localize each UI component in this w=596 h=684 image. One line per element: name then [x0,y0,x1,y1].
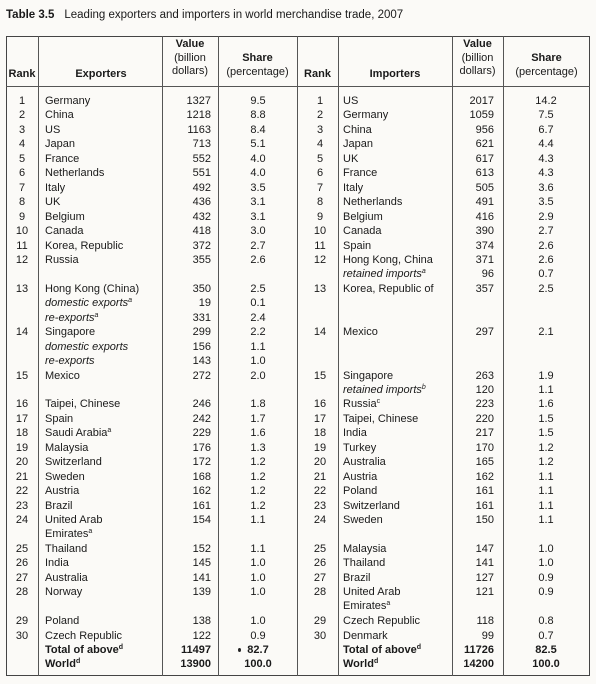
rank-cell: 5 [18,153,26,165]
country-cell: Australia [45,572,88,584]
country-cell: China [343,124,372,136]
rank-cell: 15 [15,370,29,382]
value-cell: 436 [192,196,211,208]
share-cell: 2.2 [250,326,266,338]
value-cell: 176 [192,442,211,454]
rank-cell: 1 [316,95,324,107]
share-cell: 0.9 [250,630,266,642]
rank-cell: 22 [313,485,327,497]
value-cell: 122 [192,630,211,642]
share-cell: 1.0 [250,355,266,367]
table-title [6,9,403,21]
value-cell: 246 [192,398,211,410]
share-cell: 1.3 [250,442,266,454]
rank-cell: 27 [313,572,327,584]
value-cell: 118 [476,615,494,627]
country-cell: Korea, Republic of [343,283,434,295]
share-cell: 1.1 [538,485,554,497]
country-cell: Sweden [343,514,383,526]
country-cell: World$^d$ [45,658,81,670]
rank-cell: 7 [18,182,26,194]
value-cell: 956 [475,124,494,136]
value-cell: 96 [481,268,494,280]
share-cell: 0.7 [538,630,554,642]
country-cell: Taipei, Chinese [343,413,419,425]
share-cell: 4.0 [250,153,266,165]
value-cell: 147 [475,543,494,555]
header-value: Value (billion dollars) [171,38,209,77]
country-cell: Belgium [45,211,85,223]
country-cell: re-exports$^a$ [45,312,99,324]
rank-cell: 11 [314,240,326,252]
share-cell: 0.7 [538,268,554,280]
header-rank: Rank [8,68,36,80]
share-cell: 5.1 [250,138,266,150]
country-cell: Germany [343,109,389,121]
share-cell: 1.1 [538,514,554,526]
header-share: Share (percentage) [515,52,578,78]
share-cell: 1.7 [250,413,266,425]
share-cell: 2.7 [538,225,554,237]
value-cell: 165 [475,456,494,468]
share-cell: 1.2 [250,500,266,512]
value-cell: 2017 [469,95,494,107]
value-cell: 145 [192,557,211,569]
share-cell: 14.2 [535,95,557,107]
value-cell: 492 [192,182,211,194]
share-cell: 2.6 [538,240,554,252]
rank-cell: 24 [313,514,327,526]
share-cell: 0.8 [538,615,554,627]
value-cell: 713 [192,138,211,150]
rank-cell: 14 [313,326,327,338]
value-cell: 11497 [181,644,211,656]
value-cell: 139 [192,586,211,598]
value-cell: 263 [475,370,494,382]
rank-cell: 25 [313,543,327,555]
country-cell: Sweden [45,471,85,483]
value-cell: 11726 [464,644,494,656]
country-cell: China [45,109,74,121]
share-cell: 1.1 [538,500,554,512]
country-cell: Emirates$^a$ [343,600,391,612]
share-cell: 1.1 [250,341,266,353]
country-cell: Saudi Arabia$^a$ [45,427,112,439]
value-cell: 127 [475,572,494,584]
share-cell: 82.5 [535,644,557,656]
share-cell: 1.1 [250,543,266,555]
value-cell: 99 [481,630,494,642]
value-cell: 168 [192,471,211,483]
table-number: Table 3.5 [6,9,55,21]
value-cell: 13900 [180,658,211,670]
value-cell: 331 [192,312,211,324]
country-cell: Russia$^c$ [343,398,381,410]
share-cell: 8.8 [250,109,266,121]
country-cell: Spain [343,240,372,252]
rank-cell: 4 [316,138,324,150]
country-cell: France [343,167,378,179]
share-cell: 2.4 [250,312,266,324]
country-cell: Norway [45,586,83,598]
value-cell: 120 [475,384,494,396]
header-share: Share (percentage) [226,52,289,78]
rank-cell: 23 [15,500,29,512]
share-cell: 1.2 [250,485,266,497]
value-cell: 299 [192,326,211,338]
value-cell: 390 [475,225,494,237]
value-cell: 1327 [186,95,211,107]
rank-cell: 10 [313,225,327,237]
value-cell: 161 [475,485,494,497]
rank-cell: 12 [15,254,29,266]
rank-cell: 27 [15,572,29,584]
country-cell: Switzerland [45,456,102,468]
country-cell: Netherlands [343,196,403,208]
col-divider [503,36,504,676]
country-cell: Korea, Republic [45,240,124,252]
country-cell: Australia [343,456,386,468]
rank-cell: 17 [313,413,327,425]
share-cell: 6.7 [538,124,554,136]
rank-cell: 18 [313,427,327,439]
country-cell: World$^d$ [343,658,379,670]
share-cell: 3.5 [538,196,554,208]
country-cell: Hong Kong (China) [45,283,140,295]
ink-dot [238,648,241,652]
value-cell: 152 [192,543,211,555]
share-cell: 4.0 [250,167,266,179]
share-cell: 100.0 [532,658,560,670]
share-cell: 0.1 [250,297,266,309]
rank-cell: 16 [313,398,327,410]
share-cell: 1.0 [250,572,266,584]
value-cell: 621 [475,138,494,150]
value-cell: 1059 [469,109,494,121]
value-cell: 350 [192,283,211,295]
value-cell: 162 [192,485,211,497]
rank-cell: 3 [18,124,26,136]
share-cell: 4.4 [538,138,554,150]
value-cell: 14200 [463,658,494,670]
value-cell: 418 [192,225,211,237]
share-cell: 3.0 [250,225,266,237]
country-cell: Italy [343,182,364,194]
rank-cell: 28 [15,586,29,598]
country-cell: domestic exports [45,341,129,353]
value-cell: 141 [475,557,494,569]
country-cell: Hong Kong, China [343,254,433,266]
share-cell: 2.6 [250,254,266,266]
header-rank: Rank [304,68,331,80]
share-cell: 2.5 [250,283,266,295]
country-cell: India [343,427,367,439]
header-importers: Importers [369,68,421,80]
country-cell: Switzerland [343,500,400,512]
rank-cell: 2 [18,109,26,121]
share-cell: 3.1 [250,211,266,223]
value-cell: 150 [475,514,494,526]
country-cell: Germany [45,95,91,107]
share-cell: 4.3 [538,153,554,165]
country-cell: UK [343,153,359,165]
share-cell: 0.9 [538,586,554,598]
rank-cell: 20 [15,456,29,468]
value-cell: 161 [475,500,494,512]
share-cell: 3.1 [250,196,266,208]
value-cell: 371 [475,254,494,266]
share-cell: 2.7 [250,240,266,252]
share-cell: 2.9 [538,211,554,223]
country-cell: UK [45,196,61,208]
rank-cell: 17 [15,413,29,425]
share-cell: 1.0 [538,557,554,569]
rank-cell: 26 [313,557,327,569]
value-cell: 1163 [187,124,211,136]
country-cell: Netherlands [45,167,105,179]
country-cell: Austria [343,471,378,483]
rank-cell: 24 [15,514,29,526]
value-cell: 220 [475,413,494,425]
country-cell: Japan [343,138,373,150]
country-cell: re-exports [45,355,95,367]
country-cell: Singapore [45,326,96,338]
share-cell: 1.0 [250,557,266,569]
share-cell: 1.9 [538,370,554,382]
country-cell: Russia [45,254,79,266]
rank-cell: 9 [316,211,324,223]
country-cell: Taipei, Chinese [45,398,121,410]
rank-cell: 9 [18,211,26,223]
rank-cell: 28 [313,586,327,598]
country-cell: retained imports$^b$ [343,384,426,396]
share-cell: 1.2 [538,442,554,454]
value-cell: 141 [192,572,211,584]
country-cell: Singapore [343,370,394,382]
value-cell: 242 [192,413,211,425]
rank-cell: 21 [15,471,29,483]
rank-cell: 7 [316,182,324,194]
rank-cell: 15 [313,370,327,382]
col-divider [338,36,339,676]
value-cell: 19 [198,297,211,309]
country-cell: Japan [45,138,75,150]
table-caption: Leading exporters and importers in world merchandise trade, 2007 [64,9,404,21]
value-cell: 217 [475,427,494,439]
rank-cell: 11 [16,240,28,252]
value-cell: 229 [192,427,211,439]
rank-cell: 19 [15,442,29,454]
country-cell: Czech Republic [343,615,421,627]
value-cell: 432 [192,211,211,223]
rank-cell: 29 [15,615,29,627]
country-cell: France [45,153,80,165]
value-cell: 170 [475,442,494,454]
value-cell: 416 [475,211,494,223]
share-cell: 1.1 [250,514,266,526]
country-cell: India [45,557,69,569]
value-cell: 297 [475,326,494,338]
value-cell: 374 [475,240,494,252]
country-cell: Thailand [343,557,386,569]
share-cell: 7.5 [538,109,554,121]
share-cell: 82.7 [247,644,269,656]
value-cell: 617 [475,153,494,165]
value-cell: 1218 [186,109,211,121]
country-cell: United Arab [343,586,401,598]
country-cell: Malaysia [343,543,387,555]
country-cell: Austria [45,485,80,497]
rank-cell: 22 [15,485,29,497]
share-cell: 1.6 [250,427,266,439]
country-cell: Turkey [343,442,377,454]
country-cell: Brazil [343,572,371,584]
country-cell: US [343,95,359,107]
value-cell: 162 [475,471,494,483]
value-cell: 551 [192,167,211,179]
share-cell: 9.5 [250,95,266,107]
value-cell: 138 [192,615,211,627]
value-cell: 154 [192,514,211,526]
rank-cell: 25 [15,543,29,555]
share-cell: 3.5 [250,182,266,194]
share-cell: 1.8 [250,398,266,410]
country-cell: US [45,124,61,136]
value-cell: 121 [475,586,494,598]
col-divider [297,36,298,676]
share-cell: 2.1 [538,326,554,338]
share-cell: 2.5 [538,283,554,295]
share-cell: 8.4 [250,124,266,136]
value-cell: 505 [475,182,494,194]
value-cell: 223 [475,398,494,410]
rank-cell: 30 [15,630,29,642]
value-cell: 491 [475,196,494,208]
rank-cell: 1 [18,95,26,107]
col-divider [218,36,219,676]
share-cell: 1.1 [538,384,554,396]
rank-cell: 21 [313,471,327,483]
rank-cell: 6 [316,167,324,179]
country-cell: Brazil [45,500,73,512]
rank-cell: 3 [316,124,324,136]
share-cell: 1.2 [538,456,554,468]
rank-cell: 30 [313,630,327,642]
header-value: Value (billion dollars) [459,38,496,77]
col-divider [38,36,39,676]
share-cell: 1.6 [538,398,554,410]
share-cell: 1.2 [250,471,266,483]
share-cell: 0.9 [538,572,554,584]
rank-cell: 13 [15,283,29,295]
country-cell: domestic exports$^a$ [45,297,133,309]
country-cell: Canada [45,225,84,237]
share-cell: 1.1 [538,471,554,483]
country-cell: Emirates$^a$ [45,528,93,540]
country-cell: Mexico [343,326,378,338]
rank-cell: 23 [313,500,327,512]
value-cell: 613 [475,167,494,179]
rank-cell: 12 [313,254,327,266]
value-cell: 372 [192,240,211,252]
rank-cell: 29 [313,615,327,627]
rank-cell: 26 [15,557,29,569]
share-cell: 3.6 [538,182,554,194]
country-cell: Total of above$^d$ [45,644,124,656]
share-cell: 1.0 [250,586,266,598]
share-cell: 1.5 [538,413,554,425]
country-cell: Total of above$^d$ [343,644,422,656]
share-cell: 1.0 [538,543,554,555]
rank-cell: 4 [18,138,26,150]
value-cell: 272 [192,370,211,382]
rank-cell: 6 [18,167,26,179]
country-cell: United Arab [45,514,103,526]
value-cell: 143 [192,355,211,367]
rank-cell: 5 [316,153,324,165]
country-cell: Belgium [343,211,383,223]
rank-cell: 14 [15,326,29,338]
value-cell: 161 [192,500,211,512]
share-cell: 1.0 [250,615,266,627]
share-cell: 2.0 [250,370,266,382]
share-cell: 4.3 [538,167,554,179]
country-cell: retained imports$^a$ [343,268,426,280]
share-cell: 100.0 [244,658,272,670]
rank-cell: 19 [313,442,327,454]
country-cell: Denmark [343,630,388,642]
value-cell: 552 [192,153,211,165]
country-cell: Spain [45,413,74,425]
rank-cell: 20 [313,456,327,468]
country-cell: Poland [45,615,80,627]
country-cell: Canada [343,225,382,237]
country-cell: Thailand [45,543,88,555]
share-cell: 1.2 [250,456,266,468]
country-cell: Poland [343,485,378,497]
rank-cell: 10 [15,225,29,237]
value-cell: 355 [192,254,211,266]
country-cell: Mexico [45,370,80,382]
value-cell: 172 [192,456,211,468]
country-cell: Italy [45,182,66,194]
share-cell: 2.6 [538,254,554,266]
rank-cell: 8 [18,196,26,208]
country-cell: Malaysia [45,442,89,454]
rank-cell: 8 [316,196,324,208]
share-cell: 1.5 [538,427,554,439]
value-cell: 357 [475,283,494,295]
value-cell: 156 [192,341,211,353]
country-cell: Czech Republic [45,630,123,642]
rank-cell: 13 [313,283,327,295]
header-exporters: Exporters [75,68,127,80]
rank-cell: 2 [316,109,324,121]
rank-cell: 16 [15,398,29,410]
rank-cell: 18 [15,427,29,439]
